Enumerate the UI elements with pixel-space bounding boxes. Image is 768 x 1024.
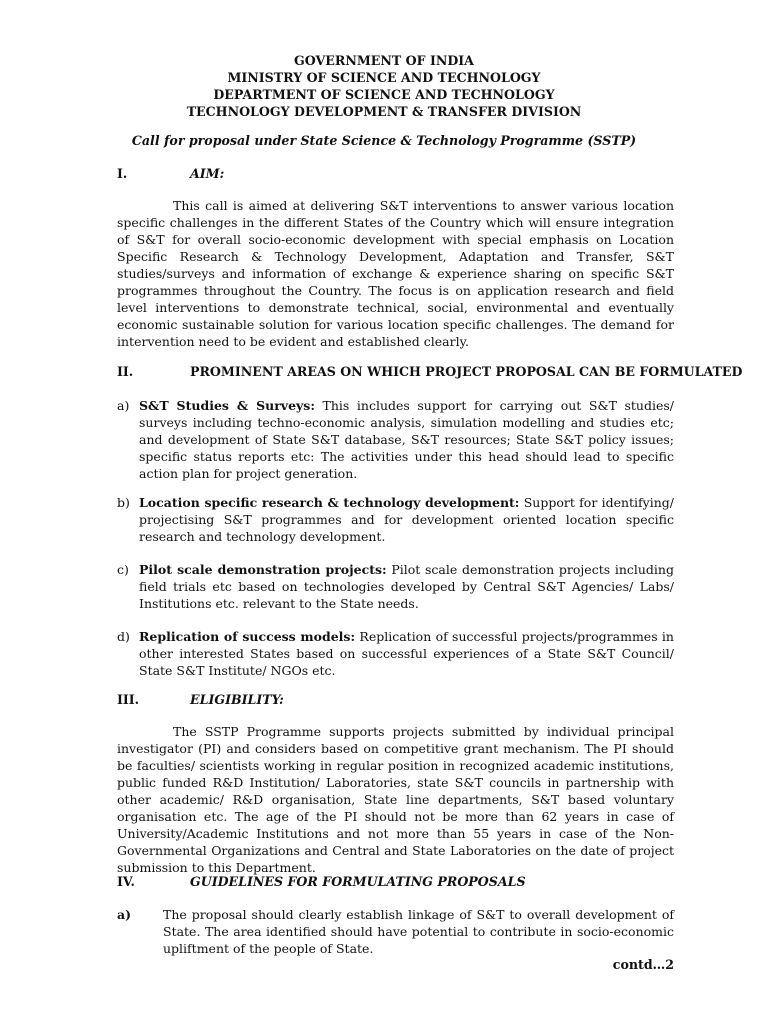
list-item-label: c) (117, 562, 129, 577)
list-item (117, 561, 674, 612)
list-item-text: This includes support for carrying out S&T studies/ surveys including techno-economic analysis, simulation modelling and studies etc; and development of State S&T database, S&T resources; State S&T policy issues; specific status reports etc: The activities under this head should lead to specific action plan for project generation. (139, 398, 674, 481)
section-title: AIM: (190, 166, 225, 181)
list-item-title: Pilot scale demonstration projects: (139, 562, 387, 577)
section-title: PROMINENT AREAS ON WHICH PROJECT PROPOSAL CAN BE FORMULATED (190, 364, 743, 379)
eligibility-paragraph (117, 723, 674, 876)
list-item-label: d) (117, 629, 130, 644)
list-item-text: Support for identifying/ projectising S&T programmes and for development oriented location specific research and technology development. (139, 495, 674, 544)
section-title: GUIDELINES FOR FORMULATING PROPOSALS (190, 874, 526, 889)
aim-paragraph (117, 197, 674, 350)
header-line: MINISTRY OF SCIENCE AND TECHNOLOGY (227, 70, 541, 85)
call-title: Call for proposal under State Science & Technology Programme (SSTP) (131, 133, 637, 148)
continued-marker: contd…2 (612, 957, 674, 972)
list-item-title: Location specific research & technology development: (139, 495, 520, 510)
section-number: I. (117, 166, 128, 181)
section-number: II. (117, 364, 134, 379)
section-heading-prominent-areas (117, 364, 742, 379)
section-heading-eligibility (117, 692, 284, 707)
section-number: IV. (117, 874, 135, 889)
list-item (117, 628, 674, 679)
paragraph-text: This call is aimed at delivering S&T interventions to answer various location specific challenges in the different States of the Country which will ensure integration of S&T for overall socio-economic development with special emphasis on Location Specific Research & Technology Development, Adaptation and Transfer, S&T studies/surveys and information of exchange & experience sharing on specific S&T programmes throughout the Country. The focus is on application research and field level interventions to demonstrate technical, social, environmental and eventually economic sustainable solution for various location specific challenges. The demand for intervention need to be evident and established clearly. (117, 198, 674, 349)
document-header (0, 52, 768, 120)
list-item (117, 397, 674, 482)
list-item-text: Replication of successful projects/programmes in other interested States based on successful experiences of a State S&T Council/ State S&T Institute/ NGOs etc. (139, 629, 674, 678)
section-number: III. (117, 692, 140, 707)
header-line: TECHNOLOGY DEVELOPMENT & TRANSFER DIVISION (186, 104, 582, 119)
list-item (117, 494, 674, 545)
list-item-text: The proposal should clearly establish linkage of S&T to overall development of State. The area identified should have potential to contribute in socio-economic upliftment of the people of State. (163, 907, 674, 956)
list-item-label: a) (117, 907, 132, 922)
header-line: GOVERNMENT OF INDIA (294, 53, 474, 68)
list-item-label: b) (117, 495, 130, 510)
section-title: ELIGIBILITY: (190, 692, 284, 707)
list-item (117, 906, 674, 957)
list-item-title: S&T Studies & Surveys: (139, 398, 315, 413)
list-item-label: a) (117, 398, 130, 413)
list-item-title: Replication of success models: (139, 629, 356, 644)
paragraph-text: The SSTP Programme supports projects submitted by individual principal investigator (PI) and considers based on competitive grant mechanism. The PI should be faculties/ scientists working in regular position in recognized academic institutions, public funded R&D Institution/ Laboratories, state S&T councils in partnership with other academic/ R&D organisation, State line departments, S&T based voluntary organisation etc. The age of the PI should not be more than 62 years in case of University/Academic Institutions and not more than 55 years in case of the Non-Governmental Organizations and Central and State Laboratories on the date of project submission to this Department. (117, 724, 674, 875)
section-heading-guidelines (117, 874, 526, 889)
section-heading-aim (117, 166, 224, 181)
list-item-text: Pilot scale demonstration projects including field trials etc based on technologies developed by Central S&T Agencies/ Labs/ Institutions etc. relevant to the State needs. (139, 562, 674, 611)
header-line: DEPARTMENT OF SCIENCE AND TECHNOLOGY (213, 87, 555, 102)
